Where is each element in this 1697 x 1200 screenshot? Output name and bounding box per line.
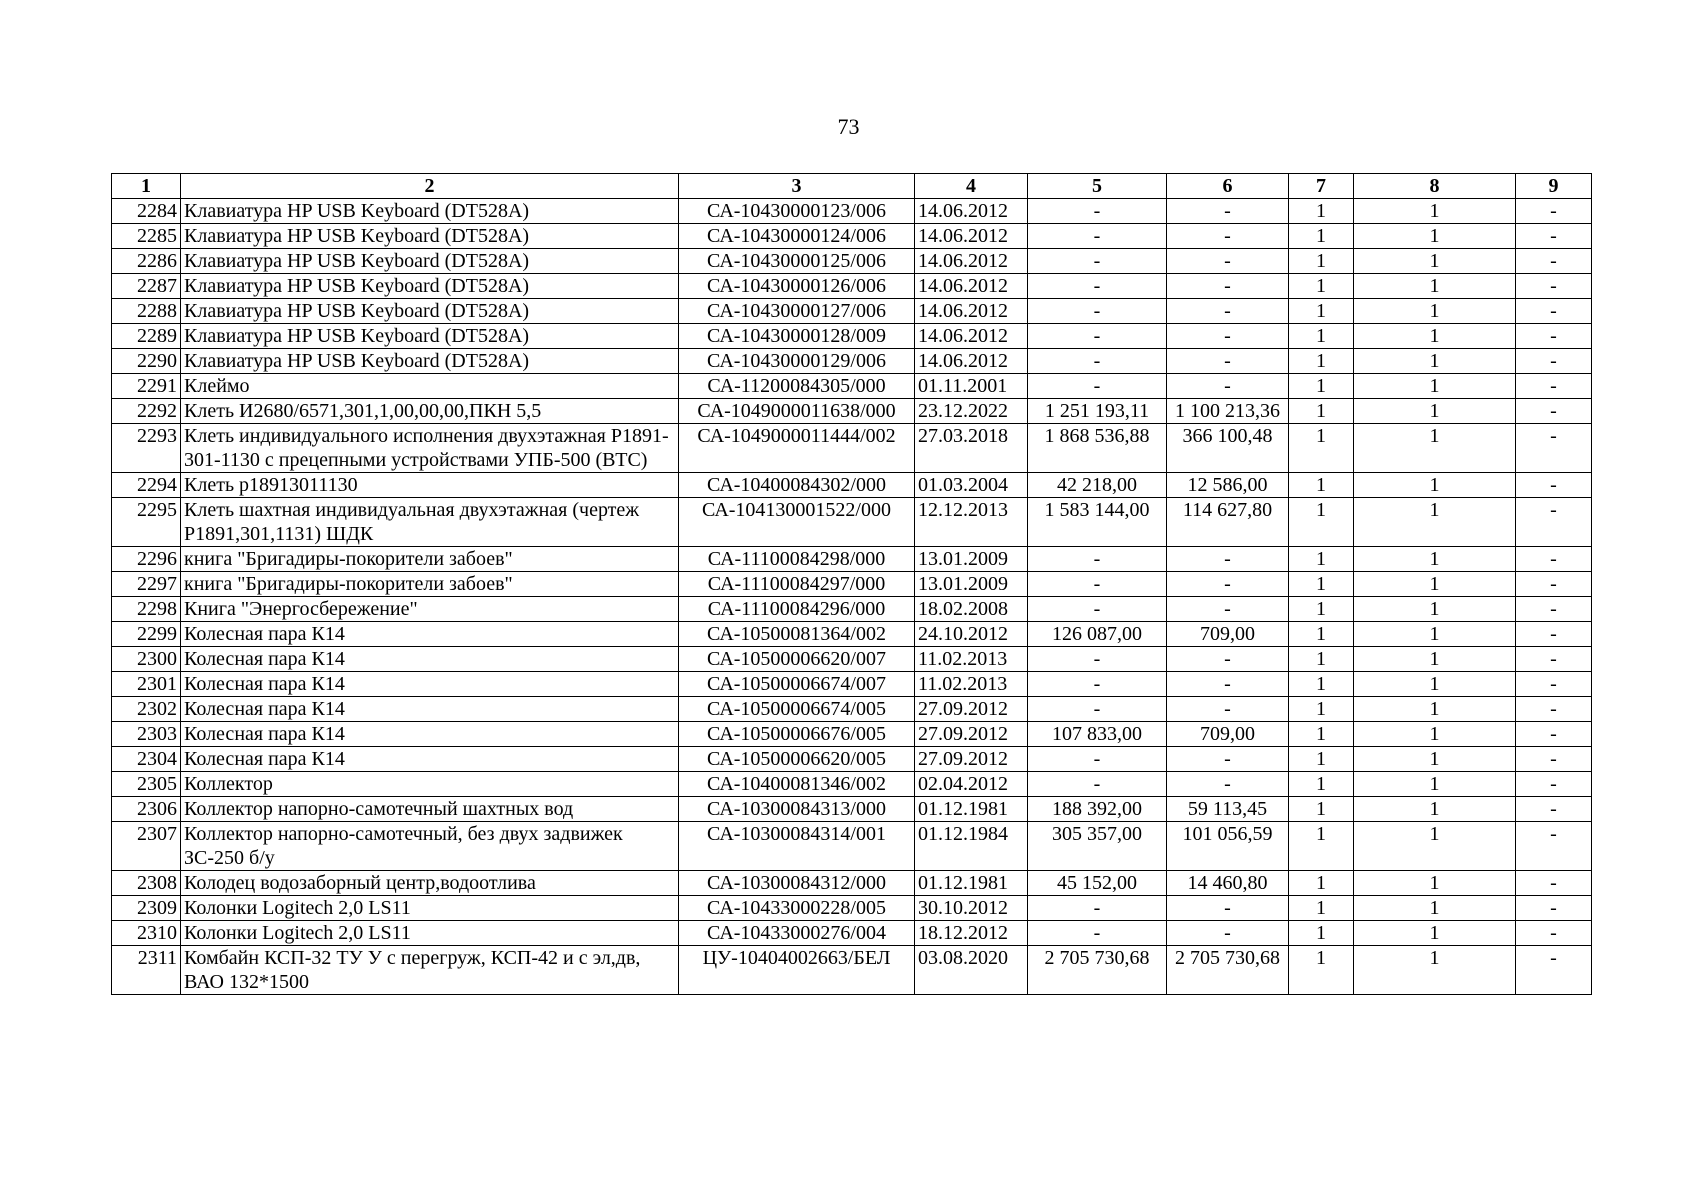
quantity-cell: 1 — [1354, 473, 1516, 498]
inventory-number-cell: СА-10300084314/001 — [679, 822, 915, 871]
date-cell: 13.01.2009 — [915, 547, 1028, 572]
row-number-cell: 2304 — [112, 747, 181, 772]
quantity-cell: 1 — [1289, 224, 1354, 249]
residual-value-cell: - — [1167, 896, 1289, 921]
quantity-cell: 1 — [1354, 672, 1516, 697]
table-row — [112, 946, 1592, 995]
residual-value-cell: 709,00 — [1167, 622, 1289, 647]
residual-value-cell: 2 705 730,68 — [1167, 946, 1289, 995]
note-cell: - — [1516, 647, 1592, 672]
note-cell: - — [1516, 374, 1592, 399]
item-name-cell: Колесная пара К14 — [181, 722, 679, 747]
date-cell: 27.09.2012 — [915, 697, 1028, 722]
quantity-cell: 1 — [1354, 224, 1516, 249]
initial-cost-cell: - — [1028, 572, 1167, 597]
inventory-number-cell: СА-10430000129/006 — [679, 349, 915, 374]
quantity-cell: 1 — [1289, 797, 1354, 822]
residual-value-cell: - — [1167, 747, 1289, 772]
row-number-cell: 2305 — [112, 772, 181, 797]
residual-value-cell: - — [1167, 672, 1289, 697]
table-row — [112, 199, 1592, 224]
item-name-cell: Коллектор напорно-самотечный, без двух задвижек ЗС-250 б/у — [181, 822, 679, 871]
quantity-cell: 1 — [1289, 572, 1354, 597]
quantity-cell: 1 — [1354, 797, 1516, 822]
note-cell: - — [1516, 747, 1592, 772]
residual-value-cell: - — [1167, 374, 1289, 399]
quantity-cell: 1 — [1354, 572, 1516, 597]
initial-cost-cell: - — [1028, 547, 1167, 572]
initial-cost-cell: - — [1028, 224, 1167, 249]
table-row — [112, 697, 1592, 722]
table-row — [112, 547, 1592, 572]
quantity-cell: 1 — [1289, 473, 1354, 498]
residual-value-cell: 366 100,48 — [1167, 424, 1289, 473]
note-cell: - — [1516, 697, 1592, 722]
row-number-cell: 2291 — [112, 374, 181, 399]
residual-value-cell: - — [1167, 274, 1289, 299]
note-cell: - — [1516, 597, 1592, 622]
initial-cost-cell: 305 357,00 — [1028, 822, 1167, 871]
quantity-cell: 1 — [1289, 324, 1354, 349]
residual-value-cell: 12 586,00 — [1167, 473, 1289, 498]
quantity-cell: 1 — [1289, 747, 1354, 772]
table-row — [112, 274, 1592, 299]
item-name-cell: Коллектор напорно-самотечный шахтных вод — [181, 797, 679, 822]
date-cell: 27.09.2012 — [915, 722, 1028, 747]
inventory-number-cell: СА-11100084297/000 — [679, 572, 915, 597]
quantity-cell: 1 — [1289, 896, 1354, 921]
initial-cost-cell: 126 087,00 — [1028, 622, 1167, 647]
quantity-cell: 1 — [1289, 946, 1354, 995]
date-cell: 14.06.2012 — [915, 274, 1028, 299]
residual-value-cell: - — [1167, 349, 1289, 374]
quantity-cell: 1 — [1289, 349, 1354, 374]
quantity-cell: 1 — [1354, 697, 1516, 722]
quantity-cell: 1 — [1289, 498, 1354, 547]
note-cell: - — [1516, 797, 1592, 822]
inventory-number-cell: СА-10430000123/006 — [679, 199, 915, 224]
quantity-cell: 1 — [1354, 324, 1516, 349]
initial-cost-cell: - — [1028, 299, 1167, 324]
row-number-cell: 2300 — [112, 647, 181, 672]
note-cell: - — [1516, 672, 1592, 697]
inventory-number-cell: СА-10500006620/007 — [679, 647, 915, 672]
quantity-cell: 1 — [1354, 597, 1516, 622]
residual-value-cell: - — [1167, 772, 1289, 797]
item-name-cell: Клавиатура HP USB Keyboard (DT528A) — [181, 349, 679, 374]
date-cell: 01.03.2004 — [915, 473, 1028, 498]
item-name-cell: Комбайн КСП-32 ТУ У с перегруж, КСП-42 и с эл,дв, ВАО 132*1500 — [181, 946, 679, 995]
item-name-cell: Клеть р18913011130 — [181, 473, 679, 498]
quantity-cell: 1 — [1354, 921, 1516, 946]
item-name-cell: Колонки Logitech 2,0 LS11 — [181, 921, 679, 946]
item-name-cell: Клавиатура HP USB Keyboard (DT528A) — [181, 324, 679, 349]
table-row — [112, 921, 1592, 946]
date-cell: 01.12.1981 — [915, 871, 1028, 896]
inventory-number-cell: СА-10430000124/006 — [679, 224, 915, 249]
page-number: 73 — [837, 114, 860, 139]
item-name-cell: Коллектор — [181, 772, 679, 797]
column-header: 7 — [1289, 174, 1354, 199]
date-cell: 27.03.2018 — [915, 424, 1028, 473]
initial-cost-cell: - — [1028, 672, 1167, 697]
initial-cost-cell: - — [1028, 772, 1167, 797]
quantity-cell: 1 — [1289, 697, 1354, 722]
item-name-cell: Клеймо — [181, 374, 679, 399]
quantity-cell: 1 — [1289, 647, 1354, 672]
initial-cost-cell: - — [1028, 199, 1167, 224]
initial-cost-cell: - — [1028, 274, 1167, 299]
date-cell: 01.11.2001 — [915, 374, 1028, 399]
item-name-cell: Колесная пара К14 — [181, 747, 679, 772]
asset-registry-table — [111, 173, 1592, 995]
row-number-cell: 2287 — [112, 274, 181, 299]
column-header: 4 — [915, 174, 1028, 199]
quantity-cell: 1 — [1354, 747, 1516, 772]
row-number-cell: 2293 — [112, 424, 181, 473]
residual-value-cell: 114 627,80 — [1167, 498, 1289, 547]
column-header: 8 — [1354, 174, 1516, 199]
residual-value-cell: 101 056,59 — [1167, 822, 1289, 871]
inventory-number-cell: СА-10500006676/005 — [679, 722, 915, 747]
residual-value-cell: 59 113,45 — [1167, 797, 1289, 822]
initial-cost-cell: - — [1028, 697, 1167, 722]
table-row — [112, 896, 1592, 921]
quantity-cell: 1 — [1354, 249, 1516, 274]
residual-value-cell: 1 100 213,36 — [1167, 399, 1289, 424]
note-cell: - — [1516, 572, 1592, 597]
inventory-number-cell: СА-11100084296/000 — [679, 597, 915, 622]
residual-value-cell: - — [1167, 299, 1289, 324]
date-cell: 24.10.2012 — [915, 622, 1028, 647]
quantity-cell: 1 — [1354, 424, 1516, 473]
item-name-cell: Колесная пара К14 — [181, 647, 679, 672]
date-cell: 12.12.2013 — [915, 498, 1028, 547]
quantity-cell: 1 — [1289, 672, 1354, 697]
row-number-cell: 2298 — [112, 597, 181, 622]
row-number-cell: 2286 — [112, 249, 181, 274]
row-number-cell: 2308 — [112, 871, 181, 896]
table-row — [112, 498, 1592, 547]
quantity-cell: 1 — [1354, 622, 1516, 647]
row-number-cell: 2306 — [112, 797, 181, 822]
inventory-number-cell: СА-10400084302/000 — [679, 473, 915, 498]
quantity-cell: 1 — [1289, 871, 1354, 896]
table-row — [112, 622, 1592, 647]
initial-cost-cell: 107 833,00 — [1028, 722, 1167, 747]
date-cell: 13.01.2009 — [915, 572, 1028, 597]
note-cell: - — [1516, 199, 1592, 224]
residual-value-cell: - — [1167, 647, 1289, 672]
note-cell: - — [1516, 224, 1592, 249]
note-cell: - — [1516, 921, 1592, 946]
residual-value-cell: - — [1167, 224, 1289, 249]
note-cell: - — [1516, 274, 1592, 299]
quantity-cell: 1 — [1354, 946, 1516, 995]
row-number-cell: 2297 — [112, 572, 181, 597]
item-name-cell: Клавиатура HP USB Keyboard (DT528A) — [181, 249, 679, 274]
quantity-cell: 1 — [1289, 399, 1354, 424]
quantity-cell: 1 — [1289, 199, 1354, 224]
quantity-cell: 1 — [1289, 822, 1354, 871]
table-header-row — [112, 174, 1592, 199]
inventory-number-cell: СА-10430000128/009 — [679, 324, 915, 349]
inventory-number-cell: СА-10300084312/000 — [679, 871, 915, 896]
residual-value-cell: - — [1167, 547, 1289, 572]
quantity-cell: 1 — [1354, 399, 1516, 424]
date-cell: 18.02.2008 — [915, 597, 1028, 622]
date-cell: 11.02.2013 — [915, 672, 1028, 697]
table-row — [112, 722, 1592, 747]
date-cell: 11.02.2013 — [915, 647, 1028, 672]
quantity-cell: 1 — [1289, 772, 1354, 797]
date-cell: 27.09.2012 — [915, 747, 1028, 772]
row-number-cell: 2295 — [112, 498, 181, 547]
inventory-number-cell: СА-10430000127/006 — [679, 299, 915, 324]
residual-value-cell: 14 460,80 — [1167, 871, 1289, 896]
row-number-cell: 2285 — [112, 224, 181, 249]
note-cell: - — [1516, 871, 1592, 896]
quantity-cell: 1 — [1289, 622, 1354, 647]
inventory-number-cell: СА-11100084298/000 — [679, 547, 915, 572]
quantity-cell: 1 — [1289, 274, 1354, 299]
date-cell: 18.12.2012 — [915, 921, 1028, 946]
note-cell: - — [1516, 547, 1592, 572]
row-number-cell: 2296 — [112, 547, 181, 572]
inventory-number-cell: СА-1049000011444/002 — [679, 424, 915, 473]
row-number-cell: 2288 — [112, 299, 181, 324]
residual-value-cell: - — [1167, 249, 1289, 274]
column-header: 5 — [1028, 174, 1167, 199]
row-number-cell: 2294 — [112, 473, 181, 498]
note-cell: - — [1516, 324, 1592, 349]
quantity-cell: 1 — [1354, 896, 1516, 921]
table-row — [112, 249, 1592, 274]
row-number-cell: 2309 — [112, 896, 181, 921]
initial-cost-cell: 42 218,00 — [1028, 473, 1167, 498]
table-row — [112, 672, 1592, 697]
table-row — [112, 871, 1592, 896]
quantity-cell: 1 — [1289, 921, 1354, 946]
note-cell: - — [1516, 299, 1592, 324]
inventory-number-cell: СА-10300084313/000 — [679, 797, 915, 822]
item-name-cell: Колесная пара К14 — [181, 697, 679, 722]
column-header: 6 — [1167, 174, 1289, 199]
quantity-cell: 1 — [1354, 547, 1516, 572]
table-row — [112, 747, 1592, 772]
inventory-number-cell: СА-10433000276/004 — [679, 921, 915, 946]
table-row — [112, 797, 1592, 822]
initial-cost-cell: - — [1028, 349, 1167, 374]
date-cell: 23.12.2022 — [915, 399, 1028, 424]
date-cell: 03.08.2020 — [915, 946, 1028, 995]
quantity-cell: 1 — [1354, 498, 1516, 547]
inventory-number-cell: СА-10500081364/002 — [679, 622, 915, 647]
initial-cost-cell: 45 152,00 — [1028, 871, 1167, 896]
row-number-cell: 2290 — [112, 349, 181, 374]
note-cell: - — [1516, 498, 1592, 547]
table-row — [112, 822, 1592, 871]
quantity-cell: 1 — [1289, 249, 1354, 274]
date-cell: 01.12.1981 — [915, 797, 1028, 822]
row-number-cell: 2284 — [112, 199, 181, 224]
item-name-cell: Клеть И2680/6571,301,1,00,00,00,ПКН 5,5 — [181, 399, 679, 424]
row-number-cell: 2307 — [112, 822, 181, 871]
quantity-cell: 1 — [1354, 299, 1516, 324]
inventory-number-cell: СА-10400081346/002 — [679, 772, 915, 797]
quantity-cell: 1 — [1354, 274, 1516, 299]
note-cell: - — [1516, 399, 1592, 424]
table-row — [112, 299, 1592, 324]
item-name-cell: Клеть индивидуального исполнения двухэтажная Р1891-301-1130 с прецепными устройствами УПБ-500 (ВТС) — [181, 424, 679, 473]
initial-cost-cell: - — [1028, 374, 1167, 399]
column-header: 9 — [1516, 174, 1592, 199]
residual-value-cell: - — [1167, 697, 1289, 722]
note-cell: - — [1516, 722, 1592, 747]
date-cell: 01.12.1984 — [915, 822, 1028, 871]
residual-value-cell: - — [1167, 921, 1289, 946]
residual-value-cell: - — [1167, 597, 1289, 622]
quantity-cell: 1 — [1289, 722, 1354, 747]
quantity-cell: 1 — [1289, 547, 1354, 572]
note-cell: - — [1516, 772, 1592, 797]
quantity-cell: 1 — [1354, 199, 1516, 224]
initial-cost-cell: - — [1028, 647, 1167, 672]
initial-cost-cell: 188 392,00 — [1028, 797, 1167, 822]
date-cell: 14.06.2012 — [915, 299, 1028, 324]
inventory-number-cell: СА-10430000125/006 — [679, 249, 915, 274]
inventory-number-cell: СА-1049000011638/000 — [679, 399, 915, 424]
item-name-cell: Колодец водозаборный центр,водоотлива — [181, 871, 679, 896]
inventory-number-cell: ЦУ-10404002663/БЕЛ — [679, 946, 915, 995]
item-name-cell: Книга "Энергосбережение" — [181, 597, 679, 622]
date-cell: 14.06.2012 — [915, 199, 1028, 224]
quantity-cell: 1 — [1289, 299, 1354, 324]
item-name-cell: Клавиатура HP USB Keyboard (DT528A) — [181, 199, 679, 224]
note-cell: - — [1516, 822, 1592, 871]
initial-cost-cell: - — [1028, 747, 1167, 772]
table-row — [112, 572, 1592, 597]
note-cell: - — [1516, 424, 1592, 473]
residual-value-cell: - — [1167, 199, 1289, 224]
initial-cost-cell: 1 251 193,11 — [1028, 399, 1167, 424]
table-row — [112, 349, 1592, 374]
item-name-cell: книга "Бригадиры-покорители забоев" — [181, 547, 679, 572]
quantity-cell: 1 — [1289, 374, 1354, 399]
initial-cost-cell: 2 705 730,68 — [1028, 946, 1167, 995]
table-row — [112, 647, 1592, 672]
row-number-cell: 2289 — [112, 324, 181, 349]
quantity-cell: 1 — [1354, 772, 1516, 797]
table-row — [112, 772, 1592, 797]
date-cell: 14.06.2012 — [915, 349, 1028, 374]
item-name-cell: Колесная пара К14 — [181, 672, 679, 697]
initial-cost-cell: 1 868 536,88 — [1028, 424, 1167, 473]
table-row — [112, 424, 1592, 473]
column-header: 3 — [679, 174, 915, 199]
table-row — [112, 473, 1592, 498]
column-header: 1 — [112, 174, 181, 199]
residual-value-cell: - — [1167, 572, 1289, 597]
quantity-cell: 1 — [1354, 722, 1516, 747]
table-body — [112, 199, 1592, 995]
initial-cost-cell: - — [1028, 597, 1167, 622]
inventory-number-cell: СА-10500006674/007 — [679, 672, 915, 697]
residual-value-cell: - — [1167, 324, 1289, 349]
table-row — [112, 324, 1592, 349]
item-name-cell: Колесная пара К14 — [181, 622, 679, 647]
item-name-cell: Клеть шахтная индивидуальная двухэтажная (чертеж Р1891,301,1131) ШДК — [181, 498, 679, 547]
row-number-cell: 2311 — [112, 946, 181, 995]
residual-value-cell: 709,00 — [1167, 722, 1289, 747]
item-name-cell: Клавиатура HP USB Keyboard (DT528A) — [181, 224, 679, 249]
row-number-cell: 2302 — [112, 697, 181, 722]
inventory-number-cell: СА-10500006674/005 — [679, 697, 915, 722]
table-row — [112, 374, 1592, 399]
inventory-number-cell: СА-10430000126/006 — [679, 274, 915, 299]
date-cell: 14.06.2012 — [915, 224, 1028, 249]
table-row — [112, 597, 1592, 622]
inventory-number-cell: СА-10500006620/005 — [679, 747, 915, 772]
table-row — [112, 224, 1592, 249]
quantity-cell: 1 — [1354, 647, 1516, 672]
initial-cost-cell: - — [1028, 324, 1167, 349]
date-cell: 30.10.2012 — [915, 896, 1028, 921]
inventory-number-cell: СА-10433000228/005 — [679, 896, 915, 921]
note-cell: - — [1516, 622, 1592, 647]
table-row — [112, 399, 1592, 424]
initial-cost-cell: - — [1028, 896, 1167, 921]
row-number-cell: 2299 — [112, 622, 181, 647]
item-name-cell: Колонки Logitech 2,0 LS11 — [181, 896, 679, 921]
quantity-cell: 1 — [1354, 871, 1516, 896]
note-cell: - — [1516, 349, 1592, 374]
note-cell: - — [1516, 946, 1592, 995]
note-cell: - — [1516, 473, 1592, 498]
quantity-cell: 1 — [1289, 424, 1354, 473]
date-cell: 14.06.2012 — [915, 249, 1028, 274]
date-cell: 14.06.2012 — [915, 324, 1028, 349]
column-header: 2 — [181, 174, 679, 199]
quantity-cell: 1 — [1354, 822, 1516, 871]
row-number-cell: 2292 — [112, 399, 181, 424]
row-number-cell: 2301 — [112, 672, 181, 697]
quantity-cell: 1 — [1354, 374, 1516, 399]
inventory-number-cell: СА-104130001522/000 — [679, 498, 915, 547]
row-number-cell: 2310 — [112, 921, 181, 946]
note-cell: - — [1516, 249, 1592, 274]
quantity-cell: 1 — [1354, 349, 1516, 374]
initial-cost-cell: - — [1028, 249, 1167, 274]
row-number-cell: 2303 — [112, 722, 181, 747]
item-name-cell: Клавиатура HP USB Keyboard (DT528A) — [181, 299, 679, 324]
quantity-cell: 1 — [1289, 597, 1354, 622]
item-name-cell: Клавиатура HP USB Keyboard (DT528A) — [181, 274, 679, 299]
note-cell: - — [1516, 896, 1592, 921]
initial-cost-cell: 1 583 144,00 — [1028, 498, 1167, 547]
item-name-cell: книга "Бригадиры-покорители забоев" — [181, 572, 679, 597]
initial-cost-cell: - — [1028, 921, 1167, 946]
inventory-number-cell: СА-11200084305/000 — [679, 374, 915, 399]
date-cell: 02.04.2012 — [915, 772, 1028, 797]
